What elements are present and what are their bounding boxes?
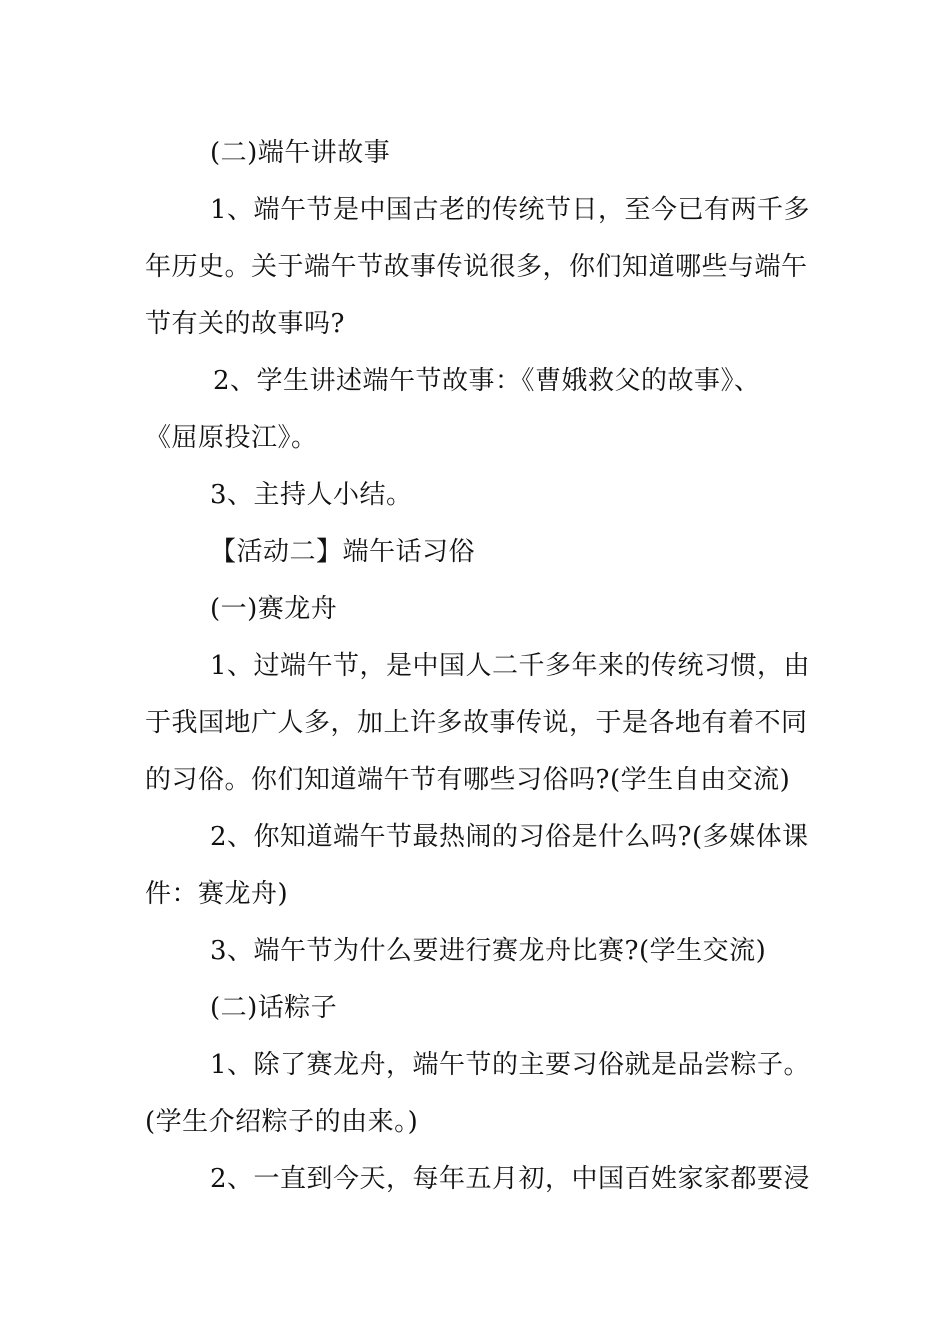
paragraph-line: 年历史。关于端午节故事传说很多，你们知道哪些与端午 [145,252,808,282]
section-heading-telling-stories: (二)端午讲故事 [210,138,391,168]
paragraph-line: 《屈原投江》。 [145,423,318,453]
paragraph-line: 的习俗。你们知道端午节有哪些习俗吗?(学生自由交流) [145,765,791,795]
paragraph-line: 1、除了赛龙舟，端午节的主要习俗就是品尝粽子。 [210,1050,811,1080]
paragraph-line: 3、主持人小结。 [210,480,413,510]
section-heading-dragon-boat: (一)赛龙舟 [210,594,338,624]
paragraph-line: 节有关的故事吗? [145,309,345,339]
paragraph-line: 件：赛龙舟) [145,879,289,909]
paragraph-line: 2、你知道端午节最热闹的习俗是什么吗?(多媒体课 [210,822,809,852]
paragraph-line: 2、一直到今天，每年五月初，中国百姓家家都要浸 [210,1164,811,1194]
paragraph-line: 3、端午节为什么要进行赛龙舟比赛?(学生交流) [210,936,767,966]
activity-heading: 【活动二】端午话习俗 [210,537,476,567]
paragraph-line: 1、过端午节，是中国人二千多年来的传统习惯，由 [210,651,811,681]
paragraph-line: (学生介绍粽子的由来。) [145,1107,419,1137]
paragraph-line: 2、学生讲述端午节故事：《曹娥救父的故事》、 [213,366,761,396]
paragraph-line: 1、端午节是中国古老的传统节日，至今已有两千多 [210,195,811,225]
paragraph-line: 于我国地广人多，加上许多故事传说，于是各地有着不同 [145,708,808,738]
section-heading-zongzi: (二)话粽子 [210,993,338,1023]
